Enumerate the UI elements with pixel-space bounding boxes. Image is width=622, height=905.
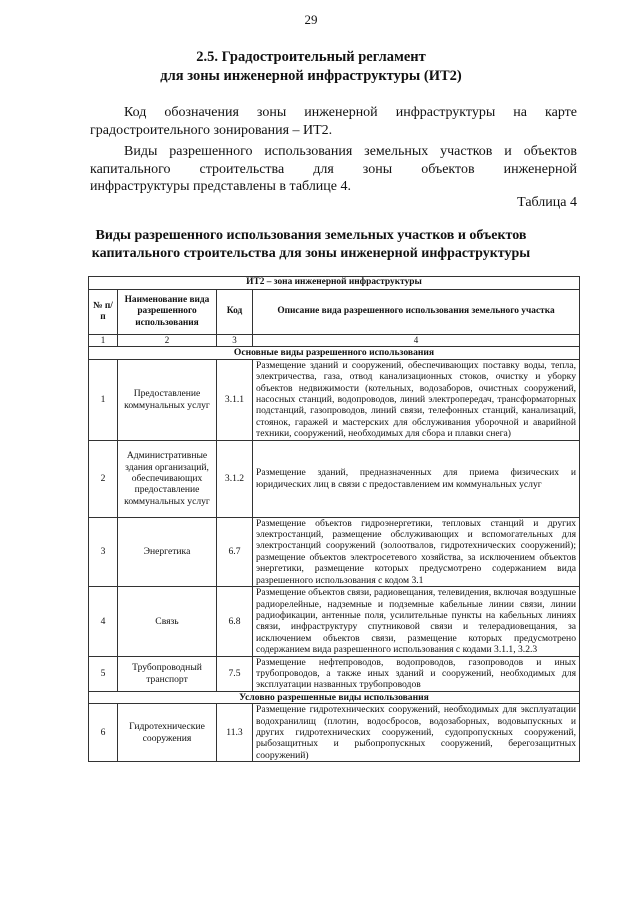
row-desc: Размещение зданий, предназначенных для приема физических и юридических лиц в связи с предоставлением им коммунальных услуг xyxy=(253,440,580,517)
section-row-conditional xyxy=(89,691,580,703)
col-number: 2 xyxy=(118,335,217,347)
table-row xyxy=(89,587,580,656)
column-number-row xyxy=(89,335,580,347)
section-main-label: Основные виды разрешенного использования xyxy=(89,347,580,359)
paragraph-usage-types xyxy=(90,143,577,196)
table-title xyxy=(0,227,622,263)
row-code: 3.1.2 xyxy=(217,440,253,517)
row-code: 6.7 xyxy=(217,517,253,586)
heading-line-2: для зоны инженерной инфраструктуры (ИТ2) xyxy=(160,68,462,84)
col-header-num: № п/п xyxy=(89,290,118,335)
row-num: 6 xyxy=(89,704,118,762)
row-code: 11.3 xyxy=(217,704,253,762)
row-num: 5 xyxy=(89,656,118,691)
paragraph-line: Код обозначения зоны инженерной инфраструктуры на карте xyxy=(124,105,577,120)
row-num: 2 xyxy=(89,440,118,517)
row-code: 6.8 xyxy=(217,587,253,656)
zone-header: ИТ2 – зона инженерной инфраструктуры xyxy=(89,277,580,290)
table-label: Таблица 4 xyxy=(517,195,577,210)
paragraph-zone-code xyxy=(90,104,577,139)
row-num: 1 xyxy=(89,359,118,440)
row-code: 3.1.1 xyxy=(217,359,253,440)
row-desc: Размещение объектов гидроэнергетики, тепловых станций и других электростанций, размещение обслуживающих и вспомогательных для электростанций сооружений (золоотвалов, гидротехнических сооружений); размещение объектов электросетевого хозяйства, за исключением объектов энергетики, размещение которых предусмотрено содержанием вида разрешенного использования с кодом 3.1 xyxy=(253,517,580,586)
col-number: 1 xyxy=(89,335,118,347)
row-name: Гидротехнические сооружения xyxy=(118,704,217,762)
col-number: 3 xyxy=(217,335,253,347)
section-conditional-label: Условно разрешенные виды использования xyxy=(89,691,580,703)
row-name: Связь xyxy=(118,587,217,656)
row-desc: Размещение зданий и сооружений, обеспечивающих поставку воды, тепла, электричества, газа, отвод канализационных стоков, очистку и уборку объектов недвижимости (котельных, водозаборов, очистных сооружений, насосных станций, водопроводов, линий электропередач, трансформаторных подстанций, газопроводов, линий связи, телефонных станций, канализаций, стоянок, гаражей и мастерских для обслуживания уборочной и аварийной техники, сооружений, необходимых для сбора и плавки снега) xyxy=(253,359,580,440)
table-row xyxy=(89,517,580,586)
zone-header-row xyxy=(89,277,580,290)
col-header-code: Код xyxy=(217,290,253,335)
page-number: 29 xyxy=(304,12,318,27)
col-header-desc: Описание вида разрешенного использования земельного участка xyxy=(253,290,580,335)
table-row xyxy=(89,440,580,517)
row-name: Предоставление коммунальных услуг xyxy=(118,359,217,440)
col-number: 4 xyxy=(253,335,580,347)
row-name: Энергетика xyxy=(118,517,217,586)
table-title-line-2: капитального строительства для зоны инженерной инфраструктуры xyxy=(91,246,531,261)
paragraph-line: капитального строительства для зоны объектов инженерной xyxy=(90,161,577,177)
regulation-table xyxy=(88,276,580,762)
section-heading xyxy=(0,48,622,86)
section-row-main xyxy=(89,347,580,359)
row-desc: Размещение гидротехнических сооружений, необходимых для эксплуатации водохранилищ (плотин, водосбросов, водозаборных, водовыпускных и других гидротехнических сооружений, судопропускных сооружений, рыбозащитных и рыбопропускных сооружений, берегозащитных сооружений) xyxy=(253,704,580,762)
row-desc: Размещение объектов связи, радиовещания, телевидения, включая воздушные радиорелейные, надземные и подземные кабельные линии связи, линии радиофикации, антенные поля, усилительные пункты на кабельных линиях связи, инфраструктуру спутниковой связи и телерадиовещания, за исключением объектов связи, размещение которых предусмотрено содержанием вида разрешенного использования с кодами 3.1.1, 3.2.3 xyxy=(253,587,580,656)
table-title-line-1: Виды разрешенного использования земельных участков и объектов xyxy=(95,228,527,243)
table-row xyxy=(89,359,580,440)
col-header-name: Наименование вида разрешенного использования xyxy=(118,290,217,335)
table-row xyxy=(89,704,580,762)
row-code: 7.5 xyxy=(217,656,253,691)
column-header-row xyxy=(89,290,580,335)
table-row xyxy=(89,656,580,691)
paragraph-line: инфраструктуры представлены в таблице 4. xyxy=(90,179,352,194)
row-name: Административные здания организаций, обеспечивающих предоставление коммунальных услуг xyxy=(118,440,217,517)
row-num: 4 xyxy=(89,587,118,656)
row-num: 3 xyxy=(89,517,118,586)
paragraph-line: Виды разрешенного использования земельных участков и объектов xyxy=(124,144,577,159)
row-desc: Размещение нефтепроводов, водопроводов, газопроводов и иных трубопроводов, а также иных зданий и сооружений, необходимых для эксплуатации названных трубопроводов xyxy=(253,656,580,691)
row-name: Трубопроводный транспорт xyxy=(118,656,217,691)
paragraph-line: градостроительного зонирования – ИТ2. xyxy=(90,122,333,138)
heading-line-1: 2.5. Градостроительный регламент xyxy=(196,49,426,65)
